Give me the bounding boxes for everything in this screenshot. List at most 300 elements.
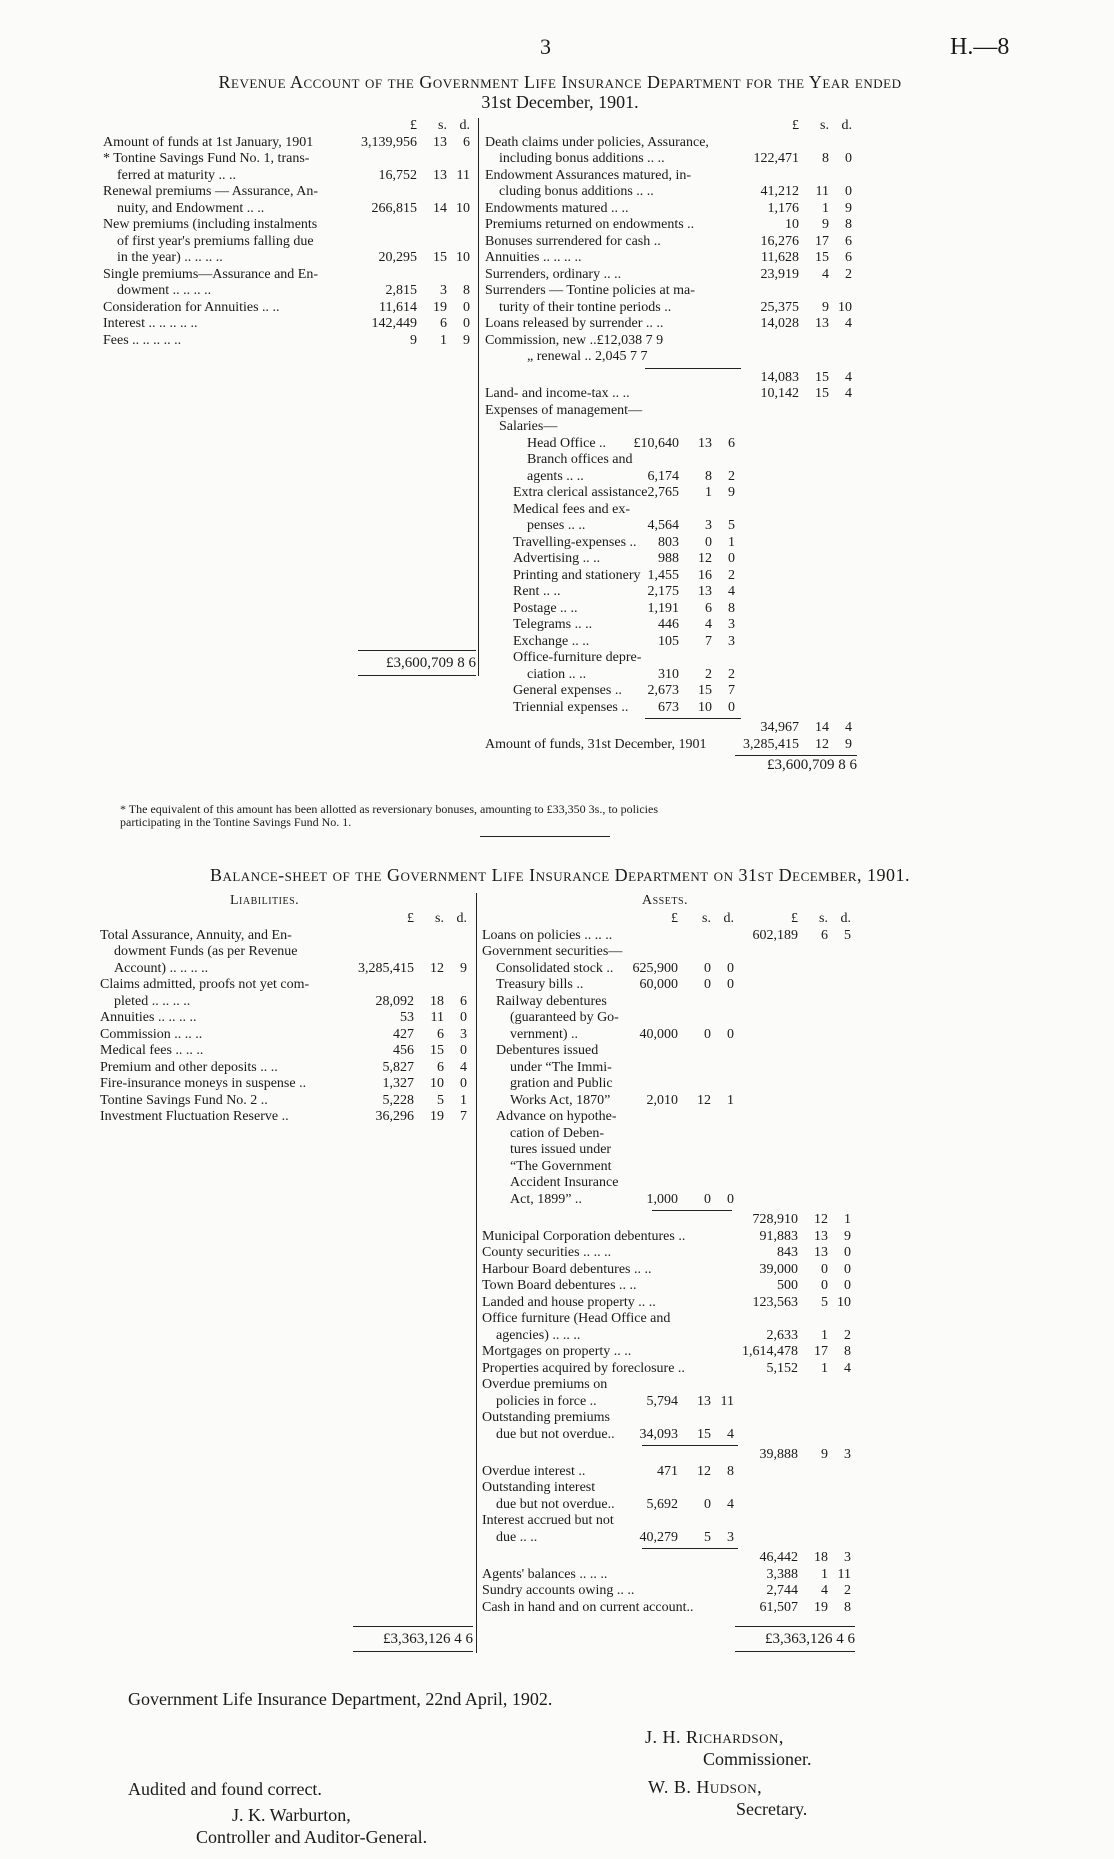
liability-row [100,928,472,945]
liability-row [100,1093,472,1110]
amount-pence: 4 [460,1059,467,1075]
asset-row [482,1245,856,1262]
inner-amount-pounds: 803 [658,534,679,550]
expense-row [485,436,857,453]
amount-shillings: 9 [822,217,829,232]
amount-pounds: 28,092 [375,993,414,1009]
amount-pounds: 122,471 [753,151,799,166]
revenue-expenditure-row [485,283,857,300]
row-label: Tontine Savings Fund No. 2 .. [100,1092,268,1108]
government-security-row [482,961,856,978]
inner-amount-pence: 2 [728,567,735,583]
inner-amount-pence: 0 [727,1191,734,1207]
amount-shillings: 13 [815,316,829,331]
amount-pence: 8 [844,1344,851,1359]
amount-shillings: 19 [814,1599,828,1615]
inner-amount-pounds: 40,000 [639,1026,678,1042]
row-label: pleted .. .. .. .. [114,993,191,1009]
amount-shillings: 12 [430,960,444,976]
amount-shillings: 15 [815,369,829,385]
auditor-name: J. K. Warburton, [232,1805,351,1825]
revenue-title-line1: Revenue Account of the Government Life Insurance Department for the Year ended [218,72,902,92]
expense-row [485,667,857,684]
row-label: cluding bonus additions .. .. [499,184,654,199]
revenue-income-row [103,234,475,251]
amount-pence: 6 [460,993,467,1009]
row-label: turity of their tontine periods .. [499,299,672,315]
row-label: Investment Fluctuation Reserve .. [100,1109,289,1124]
amount-pence: 8 [845,217,852,232]
amount-pence: 0 [460,1010,467,1025]
amount-pounds: 1,327 [382,1076,414,1091]
amount-pence: 2 [844,1327,851,1343]
row-label: General expenses .. [513,683,622,698]
liability-row [100,944,472,961]
amount-pounds: 11,628 [761,250,799,265]
row-label: dowment Funds (as per Revenue [114,944,298,959]
amount-pounds: 20,295 [378,250,417,265]
amount-pounds: 53 [400,1010,414,1025]
amount-shillings: 1 [821,1566,828,1582]
row-label: Debentures issued [496,1043,599,1058]
revenue-income-row [103,151,475,168]
liability-row [100,1060,472,1077]
row-label: Expenses of management— [485,402,643,418]
amount-pounds: 25,375 [760,299,799,315]
commission-renewal-row [485,349,857,366]
row-label: Amount of funds, 31st December, 1901 [485,736,707,752]
row-label: Commission .. .. .. [100,1026,203,1042]
amount-shillings: 8 [822,151,829,166]
assets-heading: Assets. [642,893,689,908]
government-security-row [482,1175,856,1192]
row-label: due but not overdue.. [496,1496,615,1512]
row-label: Premiums returned on endowments .. [485,217,695,232]
revenue-income-row [103,267,475,284]
amount-shillings: 9 [822,299,829,315]
amount-shillings: 13 [433,134,447,150]
government-security-row [482,1109,856,1126]
interest-row [482,1513,856,1530]
amount-pounds: 34,967 [760,720,799,735]
inner-amount-pounds: 2,010 [646,1092,678,1108]
expense-row [485,650,857,667]
amount-pence: 0 [844,1278,851,1293]
row-label: Advertising .. .. [513,551,601,566]
row-label: Overdue premiums on [482,1377,608,1392]
row-label: Mortgages on property .. .. [482,1344,632,1359]
amount-shillings: 14 [815,720,829,735]
amount-shillings: 1 [822,200,829,216]
inner-amount-pounds: £10,640 [633,435,679,451]
liability-row [100,994,472,1011]
row-label: under “The Immi- [510,1059,612,1075]
interest-row [482,1497,856,1514]
government-security-row [482,1192,856,1209]
revenue-expenditure-row [485,151,857,168]
row-label: Death claims under policies, Assurance, [485,134,709,150]
inner-amount-shillings: 16 [698,567,712,583]
amount-shillings: 6 [437,1059,444,1075]
expense-row [485,617,857,634]
asset-row [482,1600,856,1617]
amount-pounds: 2,744 [766,1583,798,1598]
amount-pence: 9 [460,960,467,976]
revenue-expenditure-row [485,168,857,185]
inner-amount-pounds: 60,000 [639,977,678,992]
amount-shillings: 9 [821,1447,828,1462]
amount-pence: 1 [844,1212,851,1227]
row-label: Single premiums—Assurance and En- [103,266,319,282]
government-security-row [482,1010,856,1027]
row-label: of first year's premiums falling due [117,233,314,249]
row-label: agents .. .. [527,468,584,484]
expense-row [485,518,857,535]
premiums-total-row [482,1447,856,1464]
amount-pounds: 2,633 [766,1327,798,1343]
row-label: agencies) .. .. .. [496,1327,581,1343]
revenue-income-column [103,118,475,349]
amount-pounds: 3,285,415 [358,960,414,976]
asset-row [482,1361,856,1378]
amount-pounds: 23,919 [760,266,799,282]
inner-amount-pence: 4 [728,584,735,599]
amount-shillings: 0 [821,1261,828,1277]
inner-amount-pence: 11 [720,1393,734,1409]
expense-row [485,584,857,601]
row-label: „ renewal .. 2,045 7 7 [527,349,648,364]
liabilities-heading: Liabilities. [230,893,300,908]
government-securities-heading [482,944,856,961]
asset-row [482,1328,856,1345]
inner-amount-pence: 1 [727,1092,734,1108]
row-label: Medical fees and ex- [513,501,630,517]
inner-amount-shillings: 13 [697,1393,711,1409]
amount-pence: 0 [463,316,470,331]
row-label: Travelling-expenses .. [513,534,637,550]
amount-pounds: 3,285,415 [743,736,799,752]
revenue-income-row [103,333,475,350]
row-label: Extra clerical assistance [513,485,648,500]
row-label: Printing and stationery [513,567,641,583]
amount-pence: 10 [456,250,470,265]
revenue-income-row [103,316,475,333]
row-label: * Tontine Savings Fund No. 1, trans- [103,151,310,166]
liability-row [100,977,472,994]
amount-pence: 4 [845,316,852,331]
row-label: cation of Deben- [510,1125,605,1141]
amount-pounds: 3,388 [766,1566,798,1582]
amount-shillings: 5 [437,1092,444,1108]
row-label: in the year) .. .. .. .. [117,250,223,265]
amount-pence: 3 [460,1026,467,1042]
row-label: Postage .. .. [513,600,578,616]
inner-amount-shillings: 1 [705,485,712,500]
row-label: Annuities .. .. .. .. [485,250,582,265]
inner-amount-pounds: 673 [658,699,679,715]
revenue-expenditure-row [485,250,857,267]
amount-pence: 0 [845,151,852,166]
revenue-income-row [103,201,475,218]
secretary-name: W. B. Hudson, [648,1777,763,1797]
row-label: including bonus additions .. .. [499,151,665,166]
inner-amount-pence: 2 [728,666,735,682]
amount-pence: 1 [460,1092,467,1108]
secretary-title: Secretary. [736,1799,808,1819]
inner-amount-shillings: 4 [705,617,712,632]
inner-amount-shillings: 13 [698,435,712,451]
amount-pence: 7 [460,1109,467,1124]
expense-row [485,535,857,552]
assets-column: Assets. £ s. d. £ s. d. Loans on policies .. .. .. 602,189 6 5 Government securities— Consolidated stock .. 625,900 0 0 Treasury bills .. 60,000 0 0 Railway debentures (guaranteed by Go- vernment) .. 40,000 0 0 Debentures issued under “The Immi- gration and Public Works Act, 1870” 2,010 12 1 Advance on hypothe- cation of Deben- tures issued under “The Government Accident Insurance Act, 1899” .. 1,000 0 0 728,910 12 1 Municipal Corporation debentures .. 91,883 13 9 County securities .. .. .. 843 13 0 Harbour Board debentures .. .. 39,000 0 0 Town Board debentures .. .. 500 0 0 Landed and house property .. .. 123,563 5 10 Office furniture (Head Office and agencies) .. .. .. 2,633 1 2 Mortgages on property .. .. 1,614,478 17 8 Properties acquired by foreclosure .. 5,152 1 4 Overdue premiums on policies in force .. 5,794 13 11 Outstanding premiums due but not overdue.. 34,093 15 4 39,888 9 3 Overdue interest .. 471 12 8 Outstanding interest due but not overdue.. 5,692 0 4 Interest accrued but not due .. .. 40,279 5 3 46,442 18 3 Agents' balances .. .. .. 3,388 1 11 Sundry accounts owing .. .. 2,744 4 2 Cash in hand and on current account.. 61,507 19 8 [482,893,856,1616]
inner-amount-pounds: 6,174 [647,468,679,484]
amount-pounds: 10,142 [760,386,799,401]
expense-row [485,485,857,502]
amount-shillings: 14 [433,200,447,216]
amount-pence: 0 [844,1261,851,1277]
government-security-row [482,1060,856,1077]
amount-shillings: 18 [430,993,444,1009]
row-label: ferred at maturity .. .. [117,167,236,183]
amount-pence: 8 [463,283,470,298]
inner-amount-shillings: 0 [704,1026,711,1042]
amount-shillings: 15 [430,1043,444,1058]
liability-row [100,1109,472,1126]
amount-pence: 0 [845,184,852,199]
salaries-heading [485,419,857,436]
row-label: Office-furniture depre- [513,650,642,665]
asset-row [482,1344,856,1361]
row-label: Rent .. .. [513,584,561,599]
inner-amount-pence: 8 [727,1463,734,1479]
liability-row [100,1076,472,1093]
amount-shillings: 4 [822,266,829,282]
row-label: ciation .. .. [527,666,587,682]
row-label: vernment) .. [510,1026,579,1042]
revenue-expenditure-total-row [485,757,857,774]
inner-amount-shillings: 3 [705,518,712,533]
amount-pounds: 11,614 [379,299,417,315]
row-label: Endowments matured .. .. [485,200,629,216]
inner-amount-pounds: 446 [658,617,679,632]
revenue-income-row [103,135,475,152]
row-label: Municipal Corporation debentures .. [482,1228,686,1244]
row-label: Account) .. .. .. .. [114,960,209,976]
row-label: policies in force .. [496,1393,597,1409]
amount-pounds: 9 [410,332,417,348]
amount-shillings: 10 [430,1076,444,1091]
amount-shillings: 1 [821,1360,828,1376]
revenue-title-line2: 31st December, 1901. [481,92,639,112]
amount-shillings: 6 [437,1026,444,1042]
row-label: Surrenders, ordinary .. .. [485,266,622,282]
inner-amount-pounds: 988 [658,551,679,566]
row-label: Surrenders — Tontine policies at ma- [485,283,695,298]
revenue-expenditure-column [485,118,857,774]
expense-row [485,634,857,651]
inner-amount-pence: 6 [728,435,735,451]
amount-pence: 6 [845,233,852,249]
inner-amount-shillings: 2 [705,666,712,682]
government-security-row [482,1142,856,1159]
inner-amount-pounds: 34,093 [639,1426,678,1442]
row-label: Annuities .. .. .. .. [100,1010,197,1025]
liability-row [100,1027,472,1044]
amount-shillings: 4 [821,1583,828,1598]
row-label: Salaries— [499,419,558,434]
row-label: Commission, new ..£12,038 7 9 [485,332,664,348]
liability-row [100,961,472,978]
inner-amount-pence: 3 [728,633,735,649]
amount-shillings: 15 [815,250,829,265]
interest-row [482,1480,856,1497]
inner-amount-pence: 4 [727,1496,734,1512]
expense-row [485,551,857,568]
revenue-expenditure-row [485,267,857,284]
amount-shillings: 1 [821,1327,828,1343]
amount-shillings: 15 [815,386,829,401]
asset-row [482,1278,856,1295]
loans-row [482,928,856,945]
row-label: Government securities— [482,944,623,959]
amount-pence: 9 [463,332,470,348]
expense-row [485,452,857,469]
inner-amount-pounds: 2,673 [647,683,679,698]
inner-amount-pence: 1 [728,534,735,550]
amount-pounds: 10 [785,217,799,232]
row-label: Agents' balances .. .. .. [482,1566,608,1582]
liability-row [100,1043,472,1060]
amount-pence: 10 [456,200,470,216]
amount-pence: 0 [463,299,470,315]
premium-row [482,1377,856,1394]
expense-row [485,502,857,519]
inner-amount-shillings: 12 [698,551,712,566]
audited-line: Audited and found correct. [128,1779,322,1799]
revenue-footnote: * The equivalent of this amount has been allotted as reversionary bonuses, amounting to £33,350 3s., to policies participating in the Tontine Savings Fund No. 1. [120,802,659,829]
row-label: Loans released by surrender .. .. [485,316,664,331]
revenue-expenditure-row [485,201,857,218]
row-label: Triennial expenses .. [513,699,629,715]
government-security-row [482,1027,856,1044]
amount-pounds: 1,614,478 [742,1344,798,1359]
liability-row [100,1010,472,1027]
row-label: Total Assurance, Annuity, and En- [100,927,292,943]
inner-amount-pence: 2 [728,468,735,484]
commissioner-title: Commissioner. [703,1749,812,1769]
row-label: Fees .. .. .. .. .. [103,332,182,348]
row-label: (guaranteed by Go- [510,1010,619,1025]
row-label: due but not overdue.. [496,1426,615,1442]
commission-total-row [485,370,857,387]
row-label: Outstanding premiums [482,1410,610,1425]
amount-pounds: 41,212 [760,184,799,199]
revenue-income-row [103,283,475,300]
asset-row [482,1567,856,1584]
amount-shillings: 11 [815,184,829,199]
assets-total: £3,363,126 4 6 [765,1631,855,1647]
amount-pounds: 39,000 [759,1261,798,1277]
row-label: Railway debentures [496,993,607,1009]
liabilities-column: Liabilities. £ s. d. Total Assurance, Annuity, and En- dowment Funds (as per Revenue Account) .. .. .. .. 3,285,415 12 9 Claims admitted, proofs not yet com- pleted .. .. .. .. 28,092 18 6 Annuities .. .. .. .. 53 11 0 Commission .. .. .. 427 6 3 Medical fees .. .. .. 456 15 0 Premium and other deposits .. .. 5,827 6 4 Fire-insurance moneys in suspense .. 1,327 10 0 Tontine Savings Fund No. 2 .. 5,228 5 1 Investment Fluctuation Reserve .. 36,296 19 7 [100,893,472,1126]
amount-pounds: 602,189 [752,927,798,943]
revenue-income-total: £3,600,709 8 6 [386,655,476,671]
row-label: Properties acquired by foreclosure .. [482,1360,685,1376]
funds-end-row [485,737,857,754]
row-label: County securities .. .. .. [482,1245,612,1260]
amount-pence: 11 [837,1566,851,1582]
amount-pence: 0 [460,1043,467,1058]
expense-row [485,700,857,717]
row-label: Interest accrued but not [482,1513,614,1528]
inner-amount-pounds: 40,279 [639,1529,678,1545]
amount-pence: 3 [844,1550,851,1565]
inner-amount-shillings: 0 [705,534,712,550]
interest-row [482,1464,856,1481]
inner-amount-shillings: 5 [704,1529,711,1545]
government-security-row [482,1093,856,1110]
amount-pence: 5 [844,927,851,943]
amount-pounds: 427 [393,1026,414,1042]
amount-pence: 9 [844,1228,851,1244]
row-label: Telegrams .. .. [513,617,593,632]
amount-pounds: 456 [393,1043,414,1058]
inner-amount-pounds: 1,000 [646,1191,678,1207]
inner-amount-shillings: 15 [698,683,712,698]
revenue-right-col-heads: £ s. d. [792,118,852,133]
inner-amount-pounds: 310 [658,666,679,682]
expense-row [485,469,857,486]
amount-pence: 8 [844,1599,851,1615]
expenses-total-row [485,720,857,737]
interest-total-row [482,1550,856,1567]
amount-shillings: 13 [814,1228,828,1244]
liabilities-total: £3,363,126 4 6 [383,1631,473,1647]
amount-pence: 6 [463,134,470,150]
premium-row [482,1410,856,1427]
row-label: dowment .. .. .. .. [117,283,212,298]
inner-amount-pounds: 471 [657,1463,678,1479]
government-security-row [482,1159,856,1176]
premium-row [482,1427,856,1444]
row-label: Medical fees .. .. .. [100,1043,204,1058]
page-number: 3 [540,34,551,59]
amount-shillings: 6 [440,316,447,331]
government-security-row [482,1043,856,1060]
row-label: Land- and income-tax .. .. [485,386,630,401]
amount-pence: 2 [844,1583,851,1598]
document-code: H.—8 [950,34,1010,60]
row-label: Works Act, 1870” [510,1092,611,1108]
inner-amount-pounds: 625,900 [632,960,678,976]
asset-row [482,1229,856,1246]
amount-pence: 10 [837,1294,851,1310]
amount-pence: 9 [845,736,852,752]
revenue-title [100,72,1020,112]
inner-amount-pounds: 105 [658,633,679,649]
amount-shillings: 12 [814,1212,828,1227]
inner-amount-pounds: 4,564 [647,518,679,533]
amount-pounds: 14,083 [760,369,799,385]
amount-shillings: 6 [821,927,828,943]
amount-pounds: 5,228 [382,1092,414,1108]
expense-row [485,568,857,585]
row-label: nuity, and Endowment .. .. [117,200,265,216]
row-label: Act, 1899” .. [510,1191,582,1207]
amount-pence: 6 [845,250,852,265]
row-label: Harbour Board debentures .. .. [482,1261,652,1277]
row-label: Landed and house property .. .. [482,1294,656,1310]
